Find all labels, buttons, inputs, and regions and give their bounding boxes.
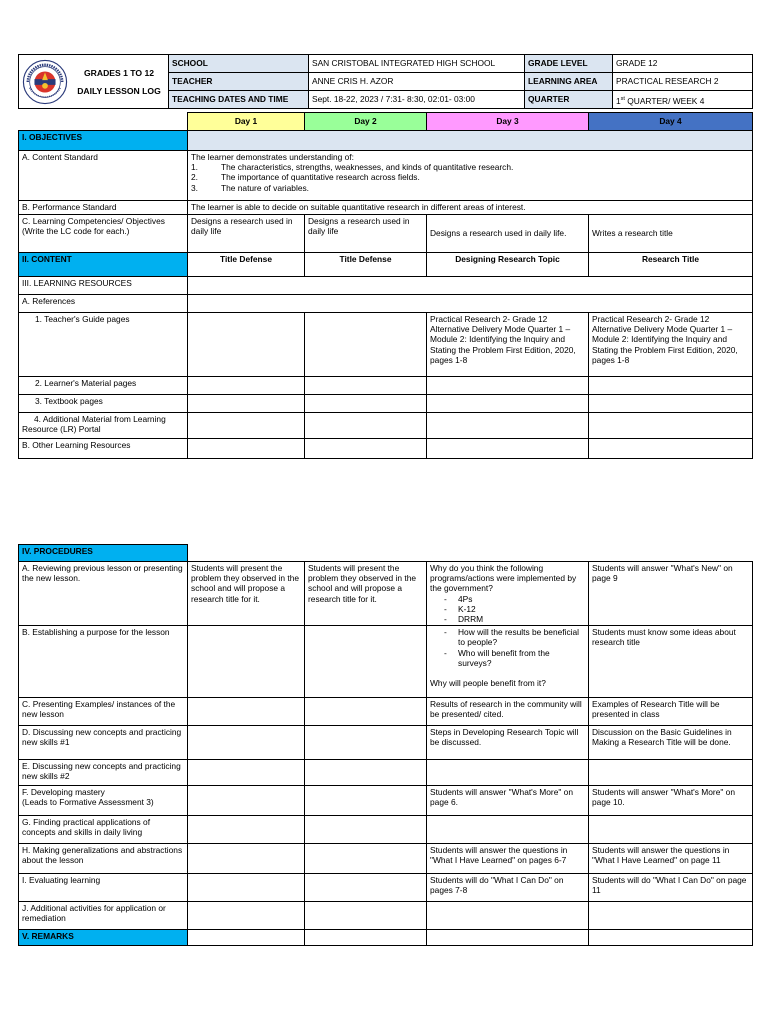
objectives-heading: I. OBJECTIVES <box>19 131 188 151</box>
proc-j-day-3 <box>427 902 589 930</box>
competency-day-1: Designs a research used in daily life <box>188 215 305 253</box>
proc-e-day-1 <box>188 760 305 786</box>
content-standard-value: The learner demonstrates understanding of: 1. The characteristics, strengths, weaknesses, and kinds of quantitative research. 2. The importance of quantitative research across fields. 3. The nature of variables. <box>188 151 753 201</box>
remarks-day-4 <box>589 930 753 946</box>
proc-d-day-4: Discussion on the Basic Guidelines in Making a Research Title will be done. <box>589 726 753 760</box>
proc-j-day-1 <box>188 902 305 930</box>
proc-b-label: B. Establishing a purpose for the lesson <box>19 626 188 698</box>
proc-g-day-3 <box>427 816 589 844</box>
lm-day-2 <box>305 377 427 395</box>
proc-a-day-1: Students will present the problem they observed in the school and will propose a research title for it. <box>188 562 305 626</box>
proc-h-label: H. Making generalizations and abstractions about the lesson <box>19 844 188 874</box>
add-day-2 <box>305 413 427 439</box>
content-heading: II. CONTENT <box>19 253 188 277</box>
references-label: A. References <box>19 295 188 313</box>
teacher-value: ANNE CRIS H. AZOR <box>309 73 525 91</box>
proc-b-day-1 <box>188 626 305 698</box>
quarter-label: QUARTER <box>525 91 613 109</box>
learning-area-value: PRACTICAL RESEARCH 2 <box>613 73 753 91</box>
proc-b-day-4: Students must know some ideas about research title <box>589 626 753 698</box>
header-table <box>18 54 753 109</box>
grade-level-label: GRADE LEVEL <box>525 55 613 73</box>
performance-standard-label: B. Performance Standard <box>19 201 188 215</box>
proc-b-day-3: - How will the results be beneficial to people? - Who will benefit from the surveys? Why will people benefit from it? <box>427 626 589 698</box>
proc-g-day-2 <box>305 816 427 844</box>
lm-day-1 <box>188 377 305 395</box>
resources-heading: III. LEARNING RESOURCES <box>19 277 188 295</box>
proc-h-day-4: Students will answer the questions in "What I Have Learned" on page 11 <box>589 844 753 874</box>
proc-d-day-2 <box>305 726 427 760</box>
proc-c-day-2 <box>305 698 427 726</box>
proc-h-day-2 <box>305 844 427 874</box>
tg-day-2 <box>305 313 427 377</box>
lm-day-3 <box>427 377 589 395</box>
proc-i-day-2 <box>305 874 427 902</box>
proc-a-day-2: Students will present the problem they observed in the school and will propose a research title for it. <box>305 562 427 626</box>
procedures-band <box>188 545 753 562</box>
header-title-cell <box>19 55 169 109</box>
tb-day-1 <box>188 395 305 413</box>
add-day-1 <box>188 413 305 439</box>
proc-i-label: I. Evaluating learning <box>19 874 188 902</box>
proc-c-day-3: Results of research in the community will be presented/ cited. <box>427 698 589 726</box>
teacher-label: TEACHER <box>169 73 309 91</box>
lesson-table-bottom <box>18 544 753 946</box>
proc-c-day-4: Examples of Research Title will be presented in class <box>589 698 753 726</box>
proc-i-day-4: Students will do "What I Can Do" on page 11 <box>589 874 753 902</box>
proc-e-label: E. Discussing new concepts and practicing new skills #2 <box>19 760 188 786</box>
corner-cell <box>19 113 188 131</box>
resources-band <box>188 277 753 295</box>
proc-i-day-3: Students will do "What I Can Do" on pages 7-8 <box>427 874 589 902</box>
proc-f-day-1 <box>188 786 305 816</box>
day-1-header: Day 1 <box>188 113 305 131</box>
proc-c-day-1 <box>188 698 305 726</box>
objectives-band <box>188 131 753 151</box>
remarks-day-2 <box>305 930 427 946</box>
proc-c-label: C. Presenting Examples/ instances of the new lesson <box>19 698 188 726</box>
tb-day-3 <box>427 395 589 413</box>
proc-e-day-3 <box>427 760 589 786</box>
additional-material-label: 4. Additional Material from Learning Resource (LR) Portal <box>19 413 188 439</box>
content-standard-label: A. Content Standard <box>19 151 188 201</box>
teachers-guide-label: 1. Teacher's Guide pages <box>19 313 188 377</box>
remarks-day-1 <box>188 930 305 946</box>
other-day-2 <box>305 439 427 459</box>
proc-f-day-4: Students will answer "What's More" on page 10. <box>589 786 753 816</box>
content-day-4: Research Title <box>589 253 753 277</box>
competency-day-4: Writes a research title <box>589 215 753 253</box>
proc-f-label: F. Developing mastery (Leads to Formative Assessment 3) <box>19 786 188 816</box>
proc-e-day-4 <box>589 760 753 786</box>
proc-h-day-3: Students will answer the questions in "What I Have Learned" on pages 6-7 <box>427 844 589 874</box>
grade-level-value: GRADE 12 <box>613 55 753 73</box>
proc-b-day-2 <box>305 626 427 698</box>
proc-f-day-3: Students will answer "What's More" on page 6. <box>427 786 589 816</box>
proc-g-label: G. Finding practical applications of concepts and skills in daily living <box>19 816 188 844</box>
textbook-label: 3. Textbook pages <box>19 395 188 413</box>
competency-day-3: Designs a research used in daily life. <box>427 215 589 253</box>
dates-value: Sept. 18-22, 2023 / 7:31- 8:30, 02:01- 03:00 <box>309 91 525 109</box>
references-band <box>188 295 753 313</box>
add-day-3 <box>427 413 589 439</box>
performance-standard-value: The learner is able to decide on suitable quantitative research in different areas of interest. <box>188 201 753 215</box>
school-label: SCHOOL <box>169 55 309 73</box>
tg-day-1 <box>188 313 305 377</box>
tg-day-4: Practical Research 2- Grade 12 Alternative Delivery Mode Quarter 1 – Module 2: Identifying the Inquiry and Stating the Problem First Edition, 2020, pages 1-8 <box>589 313 753 377</box>
tb-day-2 <box>305 395 427 413</box>
add-day-4 <box>589 413 753 439</box>
proc-j-day-2 <box>305 902 427 930</box>
competencies-label: C. Learning Competencies/ Objectives (Write the LC code for each.) <box>19 215 188 253</box>
proc-a-label: A. Reviewing previous lesson or presenting the new lesson. <box>19 562 188 626</box>
other-resources-label: B. Other Learning Resources <box>19 439 188 459</box>
dates-label: TEACHING DATES AND TIME <box>169 91 309 109</box>
title-line-2: DAILY LESSON LOG <box>77 85 161 96</box>
other-day-1 <box>188 439 305 459</box>
content-day-2: Title Defense <box>305 253 427 277</box>
day-2-header: Day 2 <box>305 113 427 131</box>
proc-a-day-4: Students will answer "What's New" on page 9 <box>589 562 753 626</box>
lm-day-4 <box>589 377 753 395</box>
proc-d-day-3: Steps in Developing Research Topic will be discussed. <box>427 726 589 760</box>
proc-i-day-1 <box>188 874 305 902</box>
learning-area-label: LEARNING AREA <box>525 73 613 91</box>
proc-d-day-1 <box>188 726 305 760</box>
title-line-1: GRADES 1 TO 12 <box>83 67 155 78</box>
day-3-header: Day 3 <box>427 113 589 131</box>
proc-j-day-4 <box>589 902 753 930</box>
content-day-1: Title Defense <box>188 253 305 277</box>
proc-a-day-3: Why do you think the following programs/actions were implemented by the government? - 4Ps - K-12 - DRRM <box>427 562 589 626</box>
quarter-value: 1st QUARTER/ WEEK 4 <box>613 91 753 109</box>
remarks-day-3 <box>427 930 589 946</box>
other-day-3 <box>427 439 589 459</box>
procedures-heading: IV. PROCEDURES <box>19 545 188 562</box>
competency-day-2: Designs a research used in daily life <box>305 215 427 253</box>
proc-d-label: D. Discussing new concepts and practicing new skills #1 <box>19 726 188 760</box>
other-day-4 <box>589 439 753 459</box>
learners-material-label: 2. Learner's Material pages <box>19 377 188 395</box>
content-day-3: Designing Research Topic <box>427 253 589 277</box>
proc-f-day-2 <box>305 786 427 816</box>
school-value: SAN CRISTOBAL INTEGRATED HIGH SCHOOL <box>309 55 525 73</box>
proc-h-day-1 <box>188 844 305 874</box>
remarks-heading: V. REMARKS <box>19 930 188 946</box>
lesson-table-top <box>18 112 753 459</box>
tb-day-4 <box>589 395 753 413</box>
proc-g-day-4 <box>589 816 753 844</box>
proc-e-day-2 <box>305 760 427 786</box>
deped-seal-icon <box>22 59 68 105</box>
proc-g-day-1 <box>188 816 305 844</box>
proc-j-label: J. Additional activities for application or remediation <box>19 902 188 930</box>
tg-day-3: Practical Research 2- Grade 12 Alternative Delivery Mode Quarter 1 – Module 2: Identifying the Inquiry and Stating the Problem First Edition, 2020, pages 1-8 <box>427 313 589 377</box>
day-4-header: Day 4 <box>589 113 753 131</box>
